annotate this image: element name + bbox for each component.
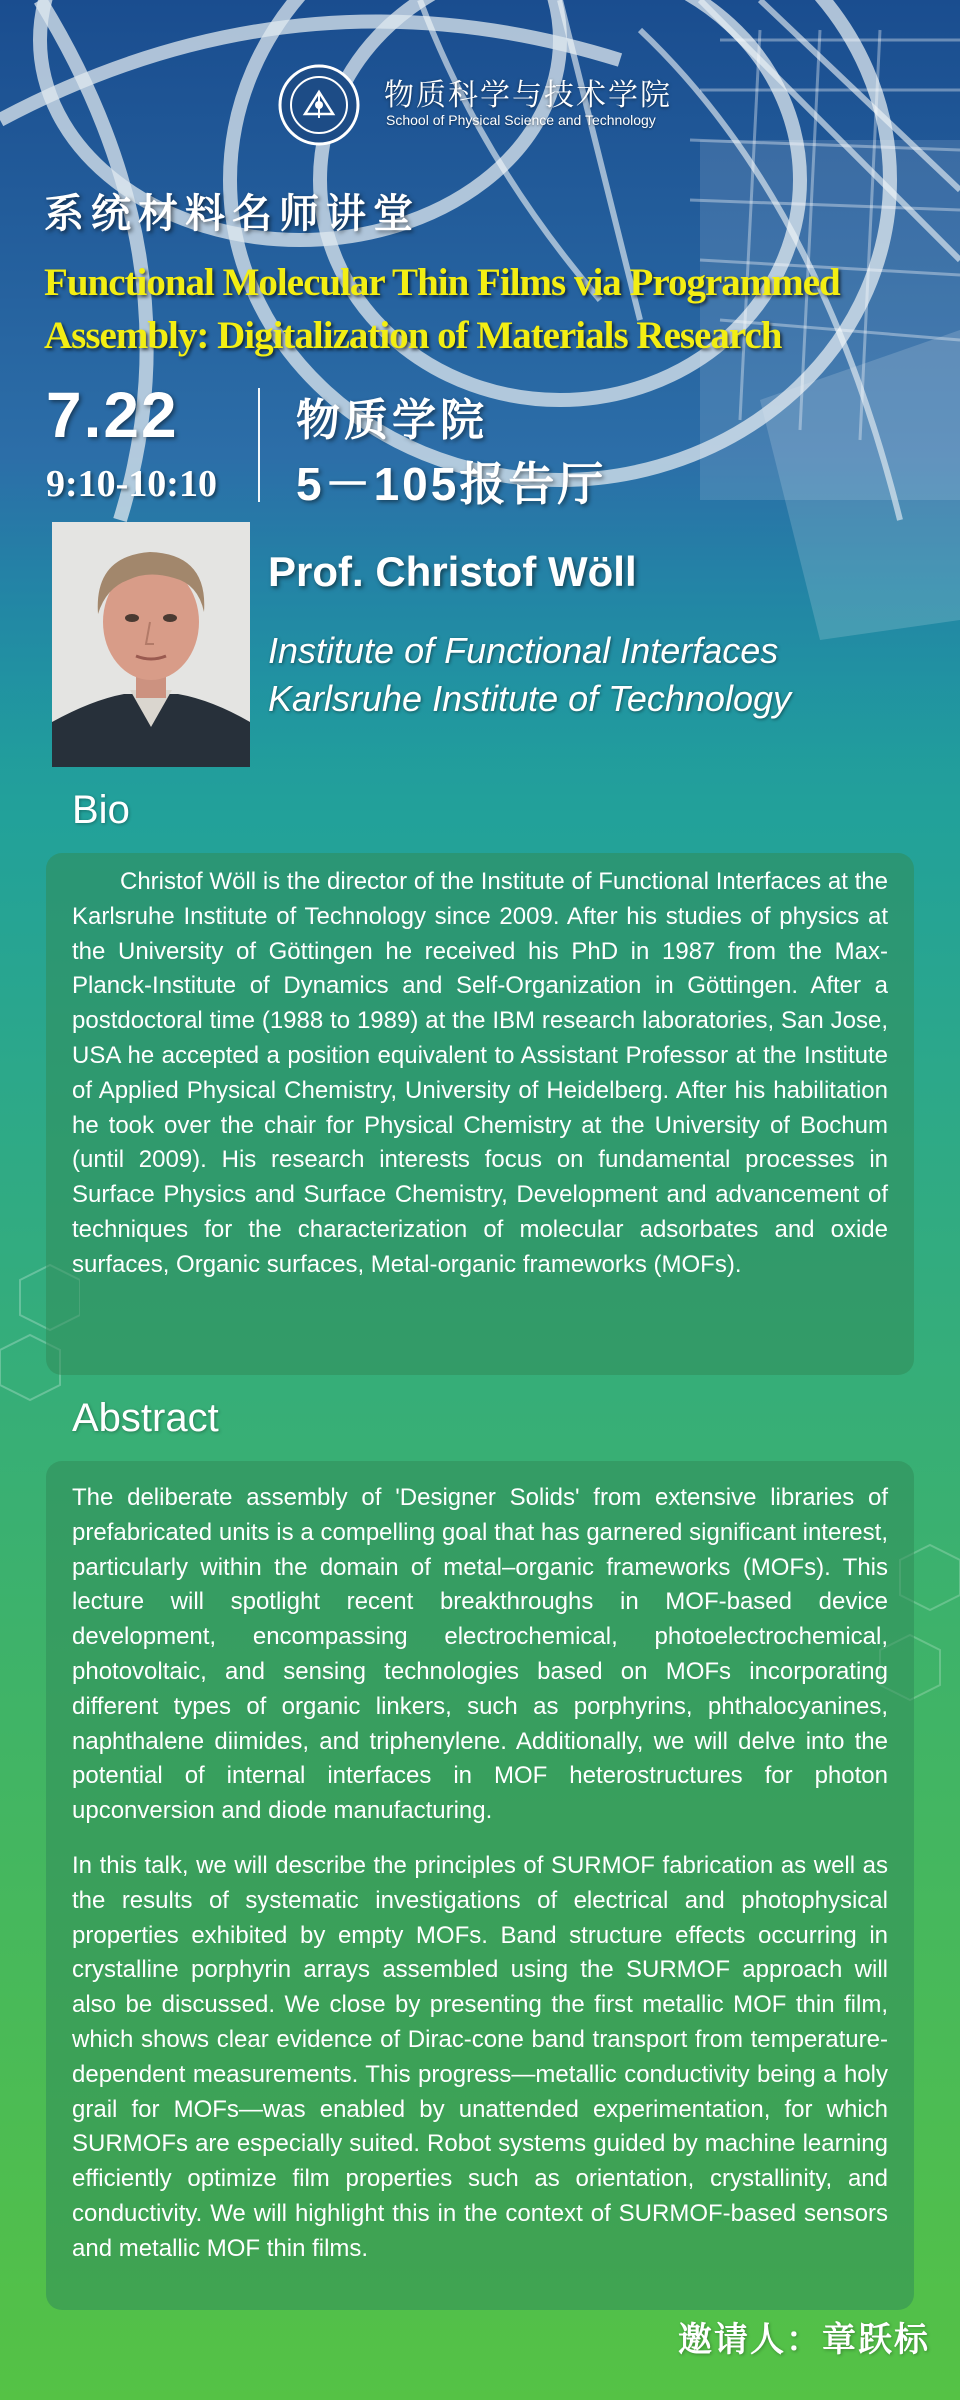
inviter: 邀请人：章跃标 xyxy=(678,2321,930,2359)
talk-title xyxy=(44,256,944,362)
bio-heading: Bio xyxy=(72,788,130,832)
school-name-cn: 物质科学与技术学院 xyxy=(384,78,672,113)
bio-panel xyxy=(46,853,914,1375)
university-seal-icon xyxy=(278,64,360,146)
speaker-name: Prof. Christof Wöll xyxy=(268,548,637,595)
date-venue-divider xyxy=(258,388,260,502)
abstract-panel xyxy=(46,1461,914,2310)
speaker-affiliation-line2: Karlsruhe Institute of Technology xyxy=(268,678,791,719)
talk-title-line: Assembly: Digitalization of Materials Research xyxy=(44,314,782,357)
event-date: 7.22 xyxy=(46,379,179,451)
abstract-heading: Abstract xyxy=(72,1396,219,1440)
venue-room: 5－105报告厅 xyxy=(296,458,607,510)
talk-title-line: Functional Molecular Thin Films via Programmed xyxy=(44,261,840,304)
series-title: 系统材料名师讲堂 xyxy=(44,192,420,236)
speaker-photo xyxy=(52,522,250,767)
venue-building: 物质学院 xyxy=(296,396,488,445)
speaker-affiliation-line1: Institute of Functional Interfaces xyxy=(268,630,779,671)
abstract-paragraph: The deliberate assembly of 'Designer Solids' from extensive libraries of prefabricated units is a compelling goal that has garnered significant interest, particularly within the domain of metal–organic frameworks (MOFs). This lecture will spotlight recent breakthroughs in MOF-based device development, encompassing electrochemical, photoelectrochemical, photovoltaic, and sensing technologies based on MOFs incorporating different types of organic linkers, such as porphyrins, phthalocyanines, naphthalene diimides, and triphenylene. Additionally, we will delve into the potential of internal interfaces in MOF heterostructures for photon upconversion and diode manufacturing. xyxy=(72,1484,888,1825)
bio-text: Christof Wöll is the director of the Institute of Functional Interfaces at the Karlsruhe Institute of Technology since 2009. After his studies of physics at the University of Göttingen he received his PhD in 1987 from the Max-Planck-Institute of Dynamics and Self-Organization in Göttingen. After a postdoctoral time (1988 to 1989) at the IBM research laboratories, San Jose, USA he accepted a position equivalent to Assistant Professor at the Institute of Applied Physical Chemistry, University of Heidelberg. After his habilitation he took over the chair for Physical Chemistry at the University of Bochum (until 2009). His research interests focus on fundamental processes in Surface Physics and Surface Chemistry, Development and advancement of techniques for the characterization of molecular adsorbates and oxide surfaces, Organic surfaces, Metal-organic frameworks (MOFs). xyxy=(72,868,888,1278)
school-name-en: School of Physical Science and Technology xyxy=(386,112,656,128)
event-time: 9:10-10:10 xyxy=(46,463,217,505)
abstract-paragraph: In this talk, we will describe the principles of SURMOF fabrication as well as the results of systematic investigations of electrical and photophysical properties exhibited by empty MOFs. Band structure effects occurring in crystalline porphyrin arrays assembled using the SURMOF approach will also be discussed. We close by presenting the first metallic MOF thin film, which shows clear evidence of Dirac-cone band transport from temperature-dependent measurements. This progress—metallic conductivity being a holy grail for MOFs—was enabled by unattended experimentation, for which SURMOFs are especially suited. Robot systems guided by machine learning efficiently optimize film properties such as orientation, crystallinity, and conductivity. We will highlight this in the context of SURMOF-based sensors and metallic MOF thin films. xyxy=(72,1851,888,2262)
